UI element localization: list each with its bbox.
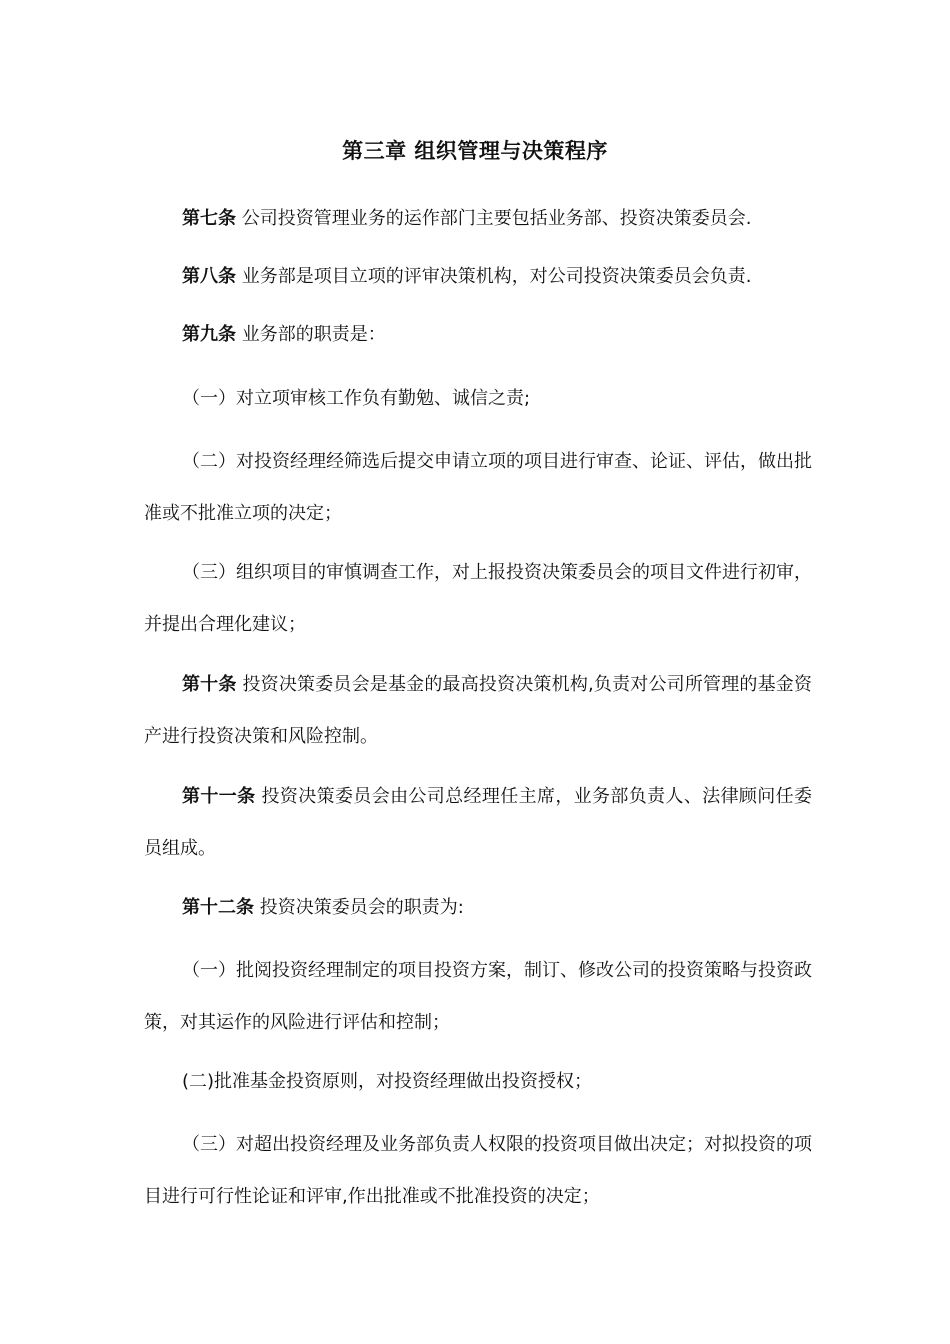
chapter-title: 第三章 组织管理与决策程序 bbox=[342, 139, 608, 163]
article-label: 第八条 bbox=[182, 266, 236, 287]
article-text: 公司投资管理业务的运作部门主要包括业务部、投资决策委员会. bbox=[236, 208, 752, 229]
article-label: 第十二条 bbox=[182, 897, 254, 918]
article-label: 第七条 bbox=[182, 208, 236, 229]
item-text: （三）对超出投资经理及业务部负责人权限的投资项目做出决定；对拟投资的项目进行可行性论证和评审,作出批准或不批准投资的决定； bbox=[144, 1134, 812, 1207]
article-9-item-1 bbox=[144, 373, 812, 425]
article-label: 第十条 bbox=[182, 674, 237, 695]
item-text: （一）对立项审核工作负有勤勉、诚信之责; bbox=[182, 388, 531, 409]
article-8 bbox=[144, 251, 812, 303]
article-label: 第九条 bbox=[182, 324, 236, 345]
article-text: 投资决策委员会是基金的最高投资决策机构,负责对公司所管理的基金资产进行投资决策和风险控制。 bbox=[144, 674, 812, 747]
article-11 bbox=[144, 771, 812, 875]
article-text: 业务部的职责是： bbox=[236, 324, 386, 345]
article-text: 业务部是项目立项的评审决策机构，对公司投资决策委员会负责. bbox=[236, 266, 752, 287]
item-text: （一）批阅投资经理制定的项目投资方案，制订、修改公司的投资策略与投资政策，对其运作的风险进行评估和控制； bbox=[144, 960, 812, 1033]
article-12-item-3 bbox=[144, 1119, 812, 1223]
article-text: 投资决策委员会的职责为: bbox=[254, 897, 464, 918]
article-7 bbox=[144, 193, 812, 245]
article-12-item-2 bbox=[144, 1056, 812, 1108]
article-10 bbox=[144, 659, 812, 763]
item-text: （二）对投资经理经筛选后提交申请立项的项目进行审查、论证、评估，做出批准或不批准立项的决定； bbox=[144, 451, 812, 524]
article-12-item-1 bbox=[144, 945, 812, 1049]
article-text: 投资决策委员会由公司总经理任主席，业务部负责人、法律顾问任委员组成。 bbox=[144, 786, 813, 859]
article-9-item-3 bbox=[144, 547, 812, 651]
item-text: (二)批准基金投资原则，对投资经理做出投资授权； bbox=[182, 1071, 593, 1092]
item-text: （三）组织项目的审慎调查工作，对上报投资决策委员会的项目文件进行初审，并提出合理化建议； bbox=[144, 562, 812, 635]
article-12 bbox=[144, 882, 812, 934]
article-9-item-2 bbox=[144, 436, 812, 540]
article-9 bbox=[144, 309, 812, 361]
article-label: 第十一条 bbox=[182, 786, 256, 807]
